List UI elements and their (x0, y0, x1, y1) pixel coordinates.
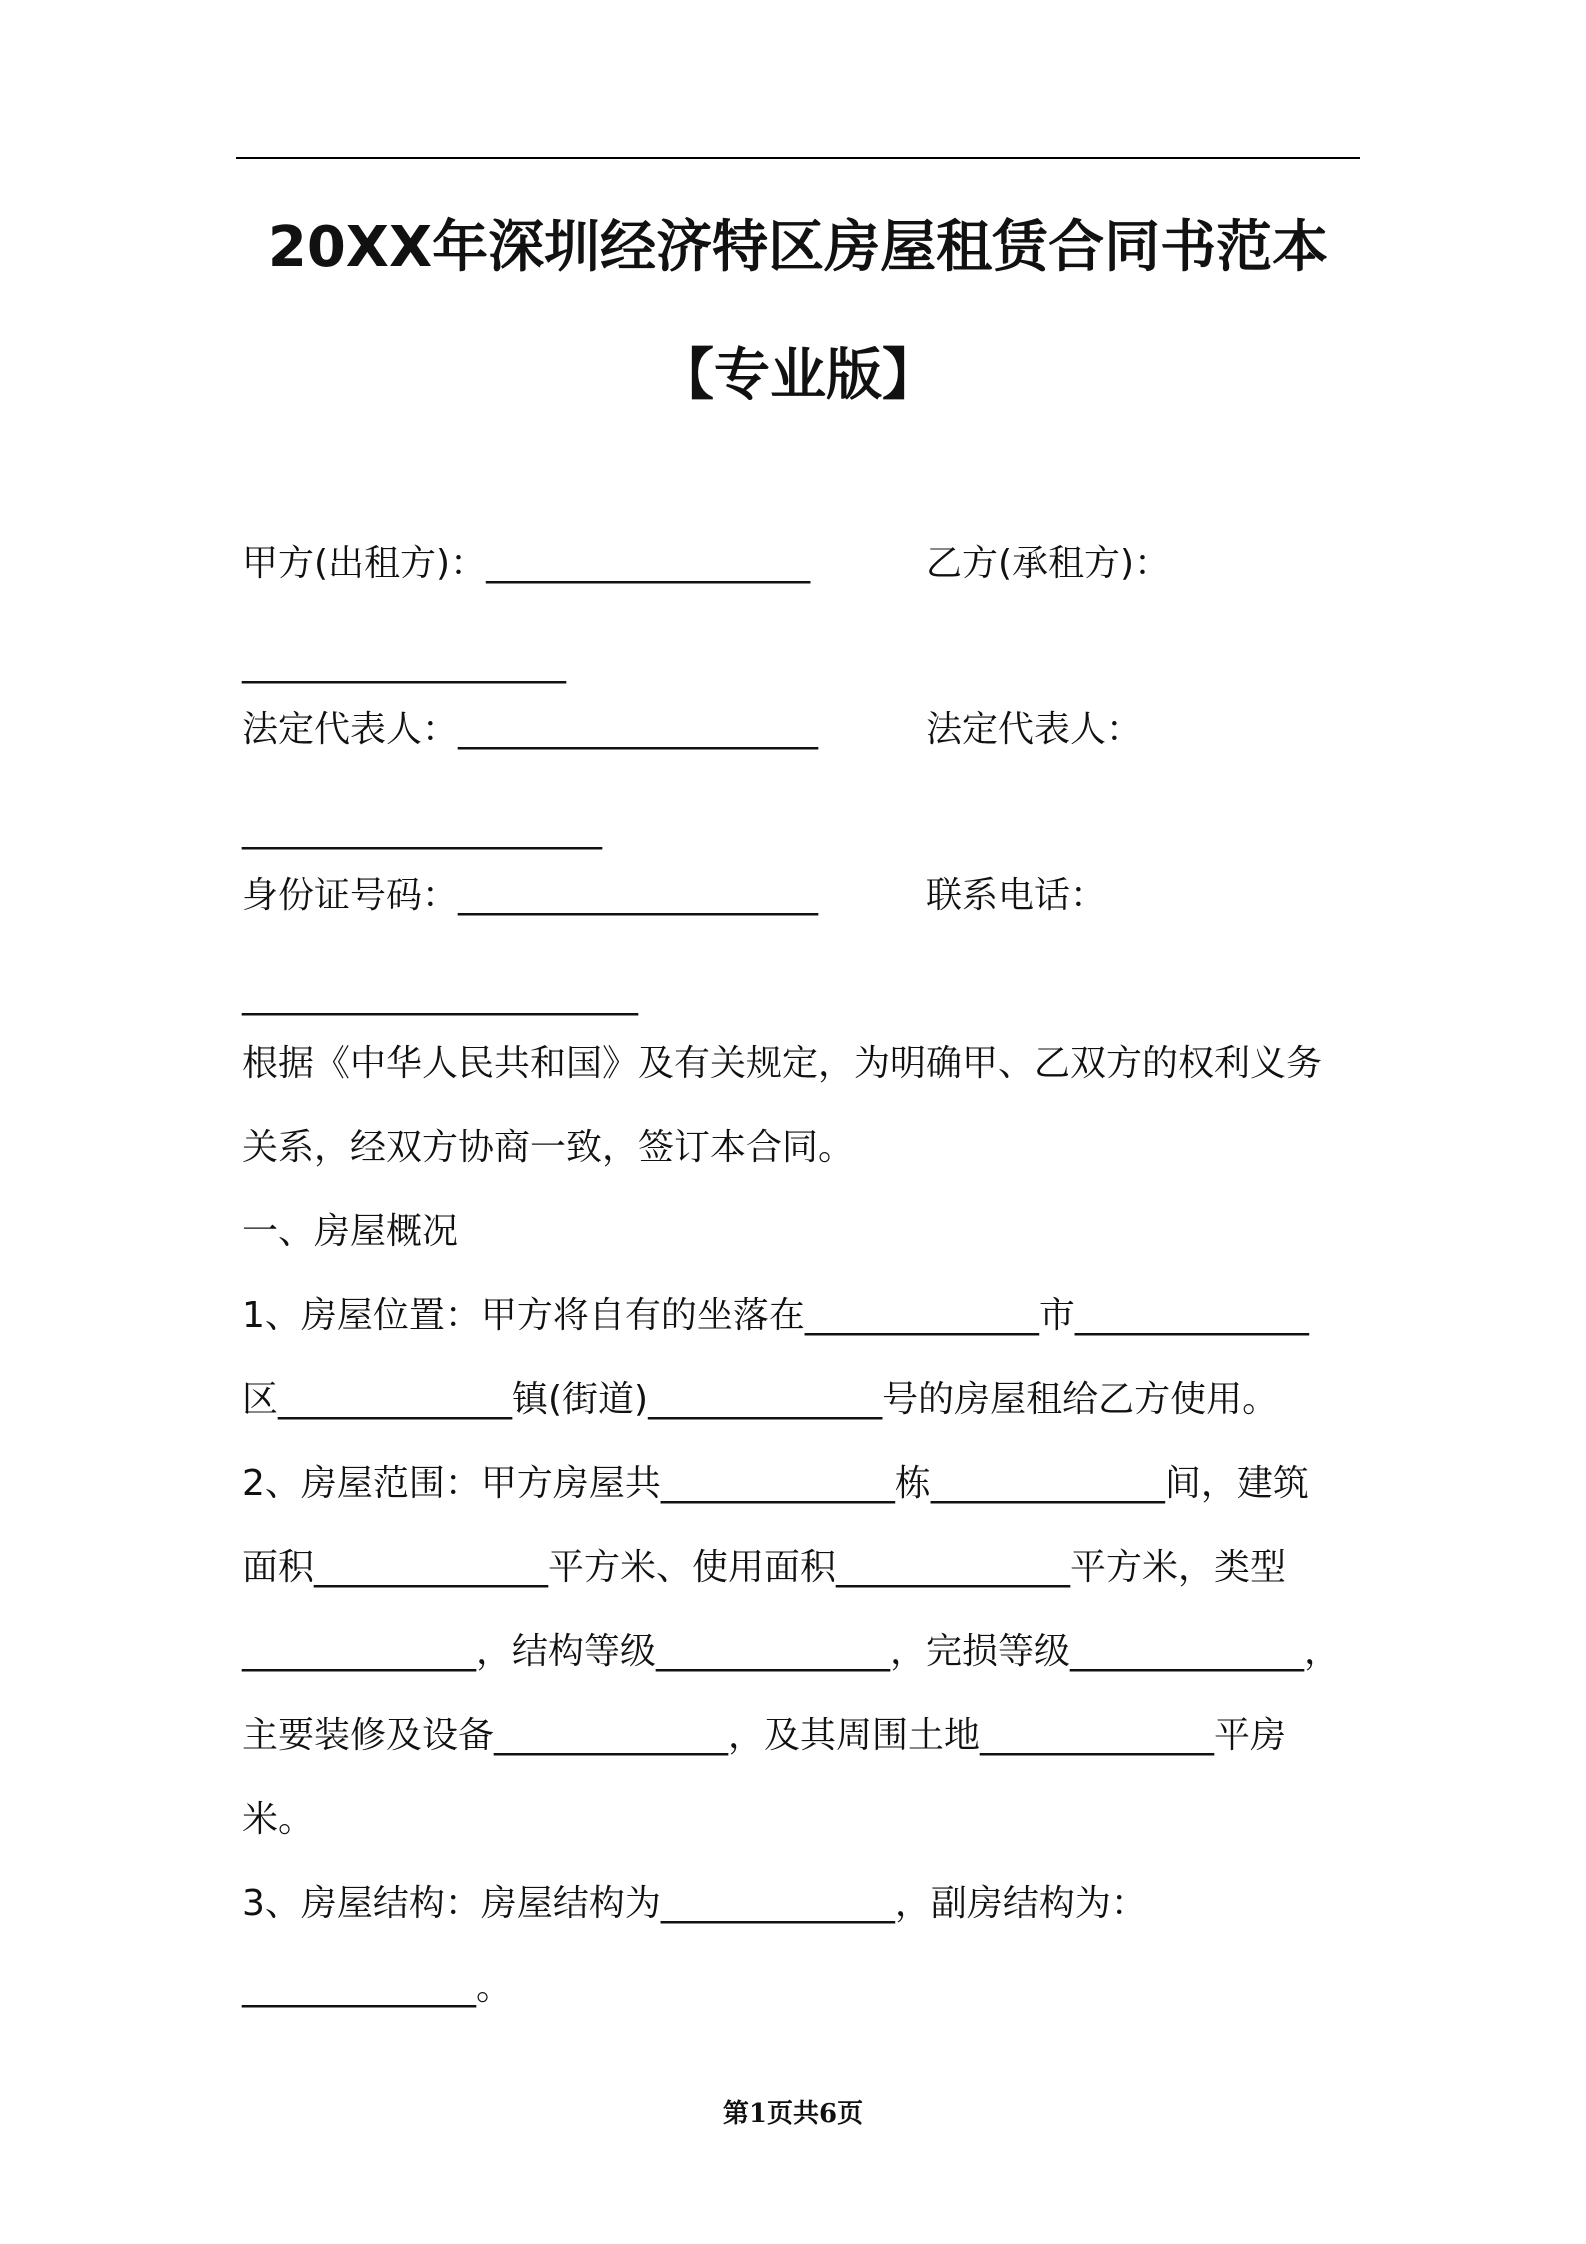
party-b-field: 乙方(承租方)： (926, 543, 1171, 584)
party-b-blank: __________________ (242, 643, 566, 684)
intro-paragraph-line-2: 关系，经双方协商一致，签订本合同。 (242, 1127, 855, 1168)
clause-2-line-3: _____________，结构等级_____________，完损等级_____________， (242, 1631, 1341, 1672)
phone-field: 联系电话： (926, 875, 1107, 916)
clause-1-line-1: 1、房屋位置：甲方将自有的坐落在_____________市_____________ (242, 1295, 1309, 1336)
clause-2-line-4: 主要装修及设备_____________，及其周围土地_____________平房 (242, 1715, 1287, 1756)
phone-blank: ______________________ (242, 975, 638, 1016)
id-number-field: 身份证号码：____________________ (242, 875, 819, 916)
section-heading: 一、房屋概况 (242, 1211, 459, 1252)
rep-b-field: 法定代表人： (926, 709, 1143, 750)
clause-2-line-1: 2、房屋范围：甲方房屋共_____________栋_____________间，建筑 (242, 1463, 1309, 1504)
clause-1-line-2: 区_____________镇(街道)_____________号的房屋租给乙方使用。 (242, 1379, 1279, 1420)
document-subtitle: 【专业版】 (658, 343, 938, 408)
rep-b-blank: ____________________ (242, 809, 602, 850)
party-a-field: 甲方(出租方)：__________________ (242, 543, 811, 584)
clause-2-line-5: 米。 (242, 1799, 315, 1840)
page-footer: 第1页共6页 (722, 2099, 864, 2129)
clause-3-line-2: _____________。 (242, 1967, 512, 2008)
top-rule (236, 157, 1360, 159)
clause-2-line-2: 面积_____________平方米、使用面积_____________平方米，类型 (242, 1547, 1287, 1588)
intro-paragraph-line-1: 根据《中华人民共和国》及有关规定，为明确甲、乙双方的权利义务 (242, 1043, 1323, 1084)
document-title: 20XX年深圳经济特区房屋租赁合同书范本 (267, 215, 1329, 280)
rep-a-field: 法定代表人：____________________ (242, 709, 819, 750)
clause-3-line-1: 3、房屋结构：房屋结构为_____________，副房结构为： (242, 1883, 1147, 1924)
